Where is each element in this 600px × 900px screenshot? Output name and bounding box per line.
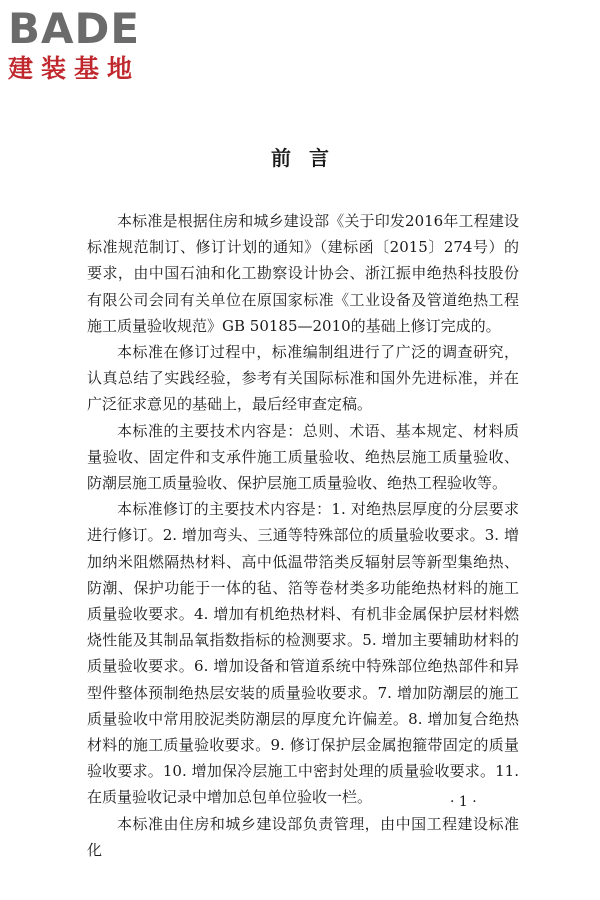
logo-wordmark: BADE bbox=[8, 4, 141, 53]
paragraph-5: 本标准由住房和城乡建设部负责管理，由中国工程建设标准化 bbox=[87, 814, 519, 859]
brand-logo bbox=[8, 6, 178, 84]
paragraph-3: 本标准的主要技术内容是：总则、术语、基本规定、材料质量验收、固定件和支承件施工质量验收、绝热层施工质量验收、防潮层施工质量验收、保护层施工质量验收、绝热工程验收等。 bbox=[87, 421, 519, 493]
logo-subtitle: 建装基地 bbox=[8, 54, 141, 83]
paragraph-1: 本标准是根据住房和城乡建设部《关于印发2016年工程建设标准规范制订、修订计划的通知》（建标函〔2015〕274号）的要求，由中国石油和化工勘察设计协会、浙江振申绝热科技股份有限公司会同有关单位在原国家标准《工业设备及管道绝热工程施工质量验收规范》GB 50185—2010的基础上修订完成的。 bbox=[87, 212, 519, 335]
paragraph-4: 本标准修订的主要技术内容是：1. 对绝热层厚度的分层要求进行修订。2. 增加弯头、三通等特殊部位的质量验收要求。3. 增加纳米阻燃隔热材料、高中低温带箔类反辐射层等新型集绝热、防潮、保护功能于一体的毡、箔等卷材类多功能绝热材料的施工质量验收要求。4. 增加有机绝热材料、有机非金属保护层材料燃烧性能及其制品氧指数指标的检测要求。5. 增加主要辅助材料的质量验收要求。6. 增加设备和管道系统中特殊部位绝热部件和异型件整体预制绝热层安装的质量验收要求。7. 增加防潮层的施工质量验收中常用胶泥类防潮层的厚度允许偏差。8. 增加复合绝热材料的施工质量验收要求。9. 修订保护层金属抱箍带固定的质量验收要求。10. 增加保冷层施工中密封处理的质量验收要求。11. 在质量验收记录中增加总包单位验收一栏。 bbox=[87, 500, 519, 807]
page-heading: 前言 bbox=[271, 146, 347, 170]
document-body bbox=[87, 208, 519, 863]
page-number: · 1 · bbox=[450, 794, 477, 810]
paragraph-2: 本标准在修订过程中，标准编制组进行了广泛的调查研究，认真总结了实践经验，参考有关国际标准和国外先进标准，并在广泛征求意见的基础上，最后经审查定稿。 bbox=[87, 343, 519, 414]
